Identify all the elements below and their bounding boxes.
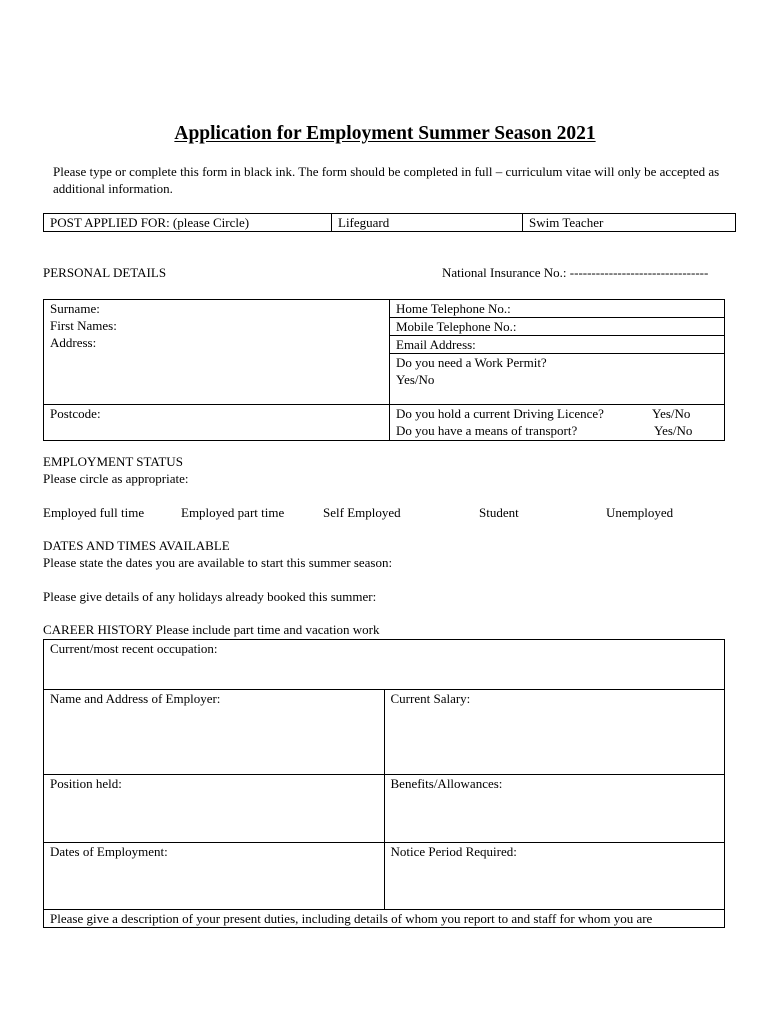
transport-question: Do you have a means of transport? bbox=[396, 423, 578, 438]
work-permit-answer[interactable]: Yes/No bbox=[396, 372, 435, 387]
benefits-field[interactable]: Benefits/Allowances: bbox=[384, 775, 725, 843]
national-insurance-field[interactable]: National Insurance No.: -------------------------------- bbox=[442, 265, 709, 280]
post-option-lifeguard[interactable]: Lifeguard bbox=[332, 214, 523, 232]
employment-status-heading: EMPLOYMENT STATUS bbox=[43, 454, 183, 469]
post-applied-label: POST APPLIED FOR: (please Circle) bbox=[44, 214, 332, 232]
duties-prompt[interactable]: Please give a description of your present duties, including details of whom you report to and staff for whom you are bbox=[44, 910, 725, 928]
transport-answer[interactable]: Yes/No bbox=[654, 423, 693, 438]
first-names-field[interactable]: First Names: bbox=[50, 318, 117, 333]
status-option-part-time[interactable]: Employed part time bbox=[181, 505, 285, 520]
post-option-swim-teacher[interactable]: Swim Teacher bbox=[523, 214, 736, 232]
mobile-telephone-field[interactable]: Mobile Telephone No.: bbox=[390, 318, 724, 336]
personal-details-table bbox=[43, 299, 725, 441]
email-field[interactable]: Email Address: bbox=[396, 337, 476, 352]
employment-status-instruction: Please circle as appropriate: bbox=[43, 471, 189, 486]
surname-field[interactable]: Surname: bbox=[50, 301, 100, 316]
position-field[interactable]: Position held: bbox=[44, 775, 385, 843]
status-option-self-employed[interactable]: Self Employed bbox=[323, 505, 401, 520]
work-permit-question: Do you need a Work Permit? bbox=[396, 355, 547, 370]
name-address-cell[interactable] bbox=[44, 300, 390, 405]
status-option-full-time[interactable]: Employed full time bbox=[43, 505, 145, 520]
status-option-unemployed[interactable]: Unemployed bbox=[606, 505, 674, 520]
career-history-heading: CAREER HISTORY Please include part time and vacation work bbox=[43, 622, 380, 637]
postcode-field[interactable]: Postcode: bbox=[44, 405, 390, 441]
licence-transport-cell bbox=[390, 405, 725, 441]
home-telephone-field[interactable]: Home Telephone No.: bbox=[390, 300, 724, 318]
post-applied-table bbox=[43, 213, 736, 232]
notice-period-field[interactable]: Notice Period Required: bbox=[384, 843, 725, 910]
current-occupation-field[interactable]: Current/most recent occupation: bbox=[44, 640, 725, 690]
contact-cell bbox=[390, 300, 725, 354]
salary-field[interactable]: Current Salary: bbox=[384, 690, 725, 775]
dates-available-heading: DATES AND TIMES AVAILABLE bbox=[43, 538, 230, 553]
holidays-prompt[interactable]: Please give details of any holidays already booked this summer: bbox=[43, 589, 377, 604]
career-history-table bbox=[43, 639, 725, 928]
work-permit-cell bbox=[390, 354, 725, 405]
dates-of-employment-field[interactable]: Dates of Employment: bbox=[44, 843, 385, 910]
status-option-student[interactable]: Student bbox=[479, 505, 519, 520]
driving-licence-question: Do you hold a current Driving Licence? bbox=[396, 406, 604, 421]
personal-details-heading: PERSONAL DETAILS bbox=[43, 265, 167, 280]
employer-field[interactable]: Name and Address of Employer: bbox=[44, 690, 385, 775]
page-title: Application for Employment Summer Season 2021 bbox=[174, 123, 596, 144]
address-field[interactable]: Address: bbox=[50, 335, 97, 350]
intro-text: Please type or complete this form in black ink. The form should be completed in full – curriculum vitae will only be accepted as additional information. bbox=[53, 164, 720, 196]
driving-licence-answer[interactable]: Yes/No bbox=[652, 406, 691, 421]
dates-available-prompt[interactable]: Please state the dates you are available to start this summer season: bbox=[43, 555, 393, 570]
